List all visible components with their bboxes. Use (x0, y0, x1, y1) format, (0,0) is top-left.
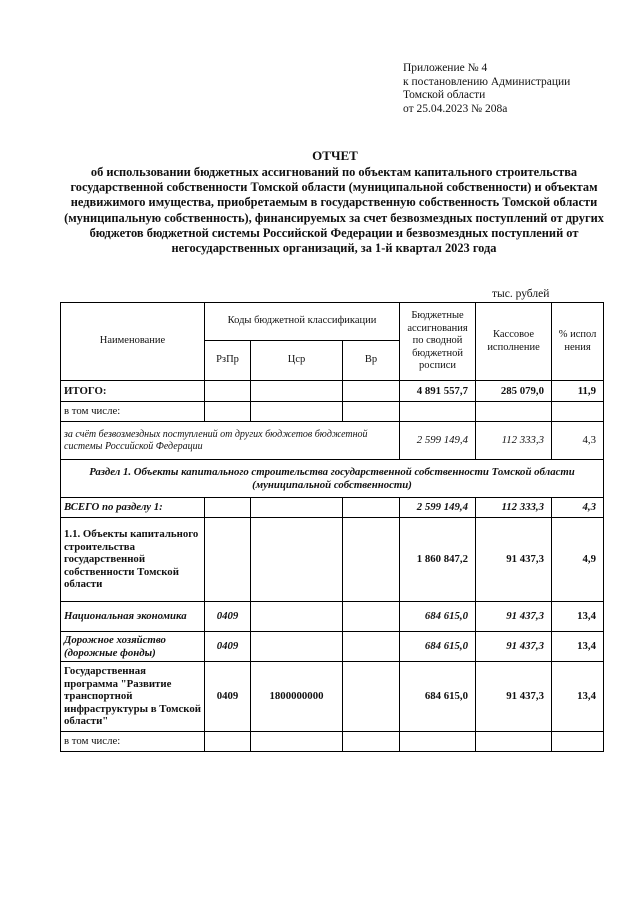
row-name: в том числе: (61, 402, 205, 422)
row-budget (400, 402, 476, 422)
row-percent: 13,4 (552, 662, 604, 732)
row-vr (343, 602, 400, 632)
row-csr (251, 402, 343, 422)
row-name: ИТОГО: (61, 381, 205, 402)
header-codes: Коды бюджетной классификации (205, 303, 400, 341)
row-csr (251, 602, 343, 632)
row-percent: 13,4 (552, 632, 604, 662)
row-cash: 285 079,0 (476, 381, 552, 402)
row-cash (476, 402, 552, 422)
row-vr (343, 662, 400, 732)
row-csr: 1800000000 (251, 662, 343, 732)
table-row-total (61, 381, 604, 402)
row-budget: 684 615,0 (400, 602, 476, 632)
row-name: Государственная программа "Развитие транспортной инфраструктуры в Томской области" (61, 662, 205, 732)
appendix-line-2: к постановлению Администрации (403, 75, 571, 88)
row-name: Дорожное хозяйство (дорожные фонды) (61, 632, 205, 662)
row-cash: 112 333,3 (476, 422, 552, 460)
header-name: Наименование (61, 303, 205, 381)
table-row-section-total (61, 498, 604, 518)
row-csr (251, 381, 343, 402)
report-title: ОТЧЕТ (312, 148, 358, 163)
table-row-section (61, 460, 604, 498)
row-percent: 4,3 (552, 422, 604, 460)
table-row-economy (61, 602, 604, 632)
row-cash: 91 437,3 (476, 632, 552, 662)
row-csr (251, 498, 343, 518)
row-budget: 2 599 149,4 (400, 422, 476, 460)
header-row-1 (61, 303, 604, 341)
row-vr (343, 518, 400, 602)
row-budget: 4 891 557,7 (400, 381, 476, 402)
section-title: Раздел 1. Объекты капитального строительства государственной собственности Томской области (муниципальной собственности) (61, 460, 604, 498)
row-cash: 91 437,3 (476, 518, 552, 602)
report-table (60, 302, 604, 752)
row-csr (251, 632, 343, 662)
row-percent: 4,3 (552, 498, 604, 518)
row-name: за счёт безвозмездных поступлений от других бюджетов бюджетной системы Российской Федерации (61, 422, 400, 460)
row-rzpr (205, 732, 251, 752)
row-rzpr: 0409 (205, 602, 251, 632)
table-row-roads (61, 632, 604, 662)
table-row-gratuitous (61, 422, 604, 460)
row-vr (343, 632, 400, 662)
row-percent (552, 732, 604, 752)
appendix-note (403, 62, 570, 116)
row-cash: 91 437,3 (476, 662, 552, 732)
header-rzpr: РзПр (205, 341, 251, 381)
row-cash (476, 732, 552, 752)
row-percent: 11,9 (552, 381, 604, 402)
row-rzpr (205, 402, 251, 422)
row-rzpr (205, 381, 251, 402)
row-percent (552, 402, 604, 422)
row-budget: 684 615,0 (400, 632, 476, 662)
header-csr: Цср (251, 341, 343, 381)
header-percent: % испол нения (552, 303, 604, 381)
table-row-including (61, 402, 604, 422)
row-csr (251, 732, 343, 752)
row-name: Национальная экономика (61, 602, 205, 632)
row-vr (343, 402, 400, 422)
row-csr (251, 518, 343, 602)
row-vr (343, 498, 400, 518)
row-name: 1.1. Объекты капитального строительства государственной собственности Томской области (61, 518, 205, 602)
row-budget: 2 599 149,4 (400, 498, 476, 518)
row-percent: 13,4 (552, 602, 604, 632)
row-budget: 1 860 847,2 (400, 518, 476, 602)
row-percent: 4,9 (552, 518, 604, 602)
appendix-line-3: Томской области (403, 89, 486, 102)
row-cash: 91 437,3 (476, 602, 552, 632)
row-rzpr (205, 498, 251, 518)
report-subtitle: об использовании бюджетных ассигнований по объектам капитального строительства государственной собственности Томской области (муниципальной собственности) и объектам недвижимого имущества, приобретаемым в государственную собственность Томской области (муниципальную собственность), финансируемых за счет безвозмездных поступлений от других бюджетов бюджетной системы Российской Федерации и безвозмездных поступлений от негосударственных организаций, за 1-й квартал 2023 года (64, 165, 604, 256)
row-name: в том числе: (61, 732, 205, 752)
units-label: тыс. рублей (492, 288, 550, 300)
appendix-line-1: Приложение № 4 (403, 62, 488, 74)
row-budget (400, 732, 476, 752)
table-row-including-2 (61, 732, 604, 752)
row-name: ВСЕГО по разделу 1: (61, 498, 205, 518)
row-vr (343, 381, 400, 402)
table-row-subsection (61, 518, 604, 602)
row-rzpr: 0409 (205, 662, 251, 732)
row-budget: 684 615,0 (400, 662, 476, 732)
table-row-program (61, 662, 604, 732)
appendix-line-4: от 25.04.2023 № 208а (403, 102, 508, 115)
row-rzpr: 0409 (205, 632, 251, 662)
header-vr: Вр (343, 341, 400, 381)
row-vr (343, 732, 400, 752)
row-cash: 112 333,3 (476, 498, 552, 518)
row-rzpr (205, 518, 251, 602)
header-cash: Кассовое исполнение (476, 303, 552, 381)
header-budget: Бюджетные ассигнования по сводной бюджетной росписи (400, 303, 476, 381)
